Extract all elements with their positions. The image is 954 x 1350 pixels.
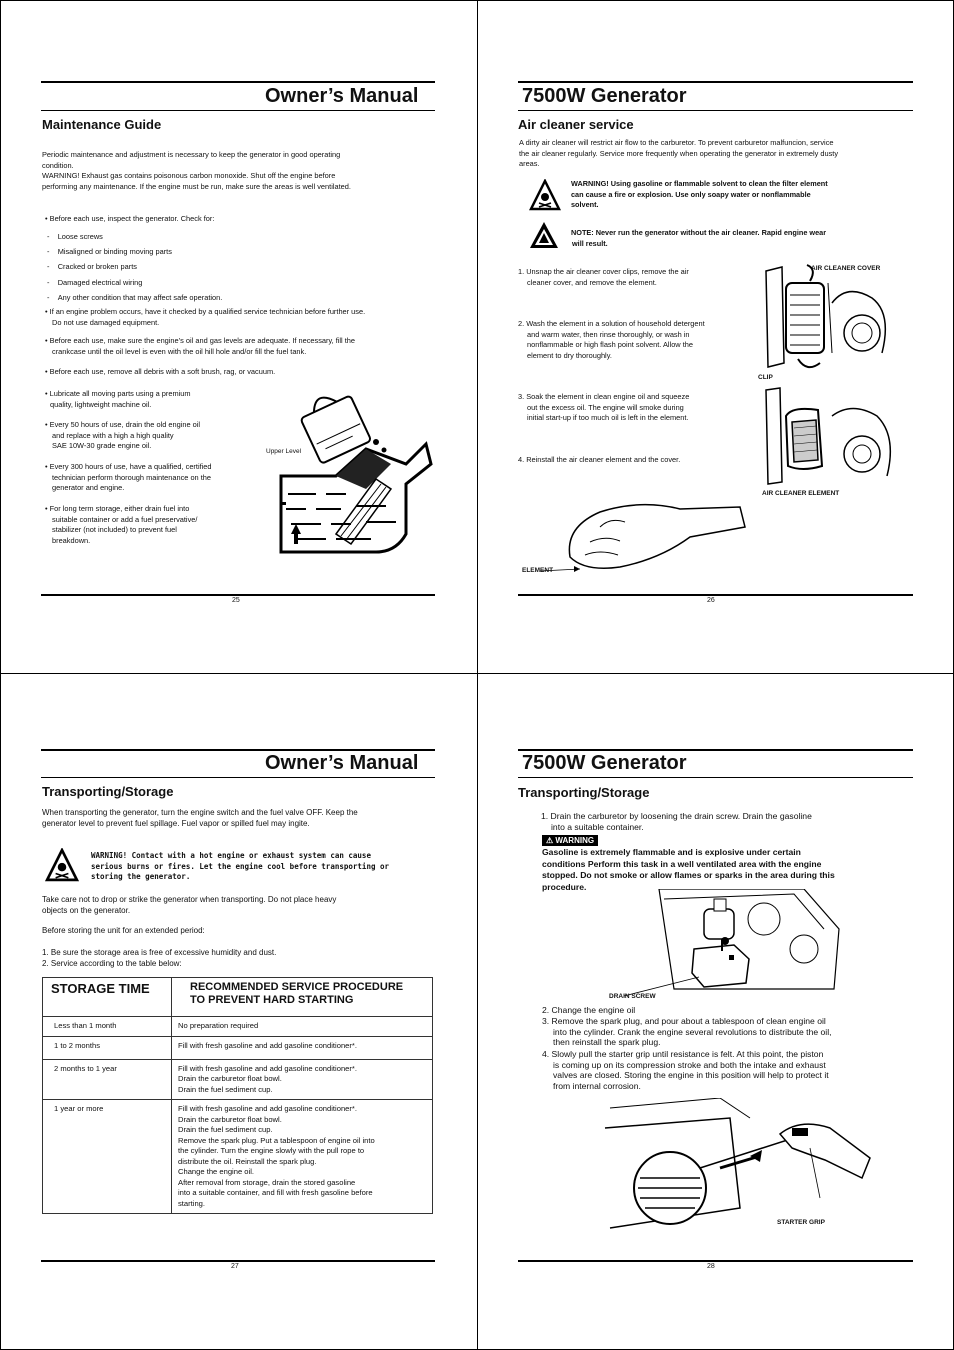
page-header-title: Owner’s Manual — [265, 85, 419, 107]
bullet-oil: • Before each use, make sure the engine’s oil and gas levels are adequate. If necessary, fill the crankcase until the oil level is even with the oil hill hole and/or fill the fuel tank. — [45, 336, 356, 356]
intro-text: When transporting the generator, turn the engine switch and the fuel valve OFF. Keep the generator level to prevent fuel spillage. Fuel vapor or spilled fuel may ingite. — [42, 808, 358, 828]
air-cleaner-element-illustration — [762, 386, 902, 488]
note-text: NOTE: Never run the generator without the air cleaner. Rapid engine wear will result. — [571, 228, 827, 248]
table-header-row — [43, 978, 433, 1017]
air-cleaner-cover-illustration — [762, 263, 902, 381]
header-rule-bottom — [41, 777, 435, 778]
step-4: 4. Slowly pull the starter grip until resistance is felt. At this point, the piston is coming up on its compression stroke and both the intake and exhaust valves are closed. Storing the engine in this position will help to protect it from internal corrosion. — [542, 1049, 829, 1091]
intro-line: Periodic maintenance and adjustment is necessary to keep the generator in good operating — [42, 150, 341, 159]
list-item: - Cracked or broken parts — [47, 262, 137, 272]
section-title: Maintenance Guide — [42, 117, 162, 132]
step-3: 3. Remove the spark plug, and pour about a tablespoon of clean engine oil into the cylinder. Crank the engine several revolutions to distribute the oil, then reinstall the spark plug. — [542, 1016, 832, 1048]
page-header-title: Owner’s Manual — [265, 752, 419, 774]
caution-icon — [529, 221, 559, 249]
storage-steps: 1. Be sure the storage area is free of excessive humidity and dust. 2. Service according to the table below: — [42, 948, 277, 968]
footer-rule — [518, 594, 913, 596]
table-header-procedure: RECOMMENDED SERVICE PROCEDURE TO PREVENT HARD STARTING — [172, 978, 433, 1017]
bullet-50-hours: • Every 50 hours of use, drain the old engine oil and replace with a high a high quality SAE 10W-30 grade engine oil. — [45, 420, 201, 450]
footer-rule — [41, 594, 435, 596]
page-27 — [0, 673, 477, 1350]
bullet-debris: • Before each use, remove all debris with a soft brush, rag, or vacuum. — [45, 367, 276, 376]
table-row: 1 year or more Fill with fresh gasoline and add gasoline conditioner*. Drain the carburetor float bowl. Drain the fuel sediment cup. Remove the spark plug. Put a tablespoon of engine oil into the cylinder. Turn the engine slowly with the pull rope to distribute the oil. Reinstall the spark plug. Change the engine oil. After removal from storage, drain the stored gasoline into a suitable container, and fill with fresh gasoline before starting. — [43, 1100, 433, 1214]
page-26 — [477, 0, 954, 673]
upper-level-label: Upper Level — [266, 448, 302, 455]
before-text: Before storing the unit for an extended period: — [42, 926, 205, 935]
intro-text: A dirty air cleaner will restrict air flow to the carburetor. To prevent carburetor malfuncion, service the air cleaner regularly. Service more frequently when operating the generator in extremely dusty areas. — [519, 138, 839, 168]
section-title: Transporting/Storage — [42, 784, 174, 799]
header-rule-bottom — [518, 110, 913, 111]
section-title: Air cleaner service — [518, 117, 634, 132]
list-item: - Any other condition that may affect safe operation. — [47, 292, 223, 302]
drain-screw-illustration — [604, 889, 849, 999]
page-25 — [0, 0, 477, 673]
header-rule-bottom — [41, 110, 435, 111]
squeeze-element-illustration — [540, 497, 750, 579]
intro-line: WARNING! Exhaust gas contains poisonous carbon monoxide. Shut off the engine before — [42, 171, 336, 180]
warning-icon: ⚠ — [546, 836, 556, 845]
page-number: 26 — [707, 597, 715, 604]
page-number: 28 — [707, 1263, 715, 1270]
intro-line: condition. — [42, 160, 74, 170]
intro-line: performing any maintenance. If the engine must be run, make sure the areas is well ventilated. — [42, 181, 351, 191]
section-title: Transporting/Storage — [518, 785, 650, 800]
label-air-cleaner-element: AIR CLEANER ELEMENT — [762, 490, 840, 497]
header-rule-top — [41, 749, 435, 751]
bullet-problem: • If an engine problem occurs, have it checked by a qualified service technician before further use. Do not use damaged equipment. — [45, 307, 366, 327]
check-intro: • Before each use, inspect the generator. Check for: — [45, 214, 215, 223]
warning-text: WARNING! Using gasoline or flammable solvent to clean the filter element can cause a fire or explosion. Use only soapy water or nonflammable solvent. — [571, 179, 828, 209]
hazard-poison-icon — [529, 179, 561, 211]
page-header-title: 7500W Generator — [522, 85, 687, 107]
footer-rule — [518, 1260, 913, 1262]
step-4: 4. Reinstall the air cleaner element and the cover. — [518, 455, 681, 464]
warning-text: WARNING! Contact with a hot engine or exhaust system can cause serious burns or fires. Let the engine cool before transporting or storing the generator. — [91, 851, 390, 881]
page-number: 27 — [231, 1263, 239, 1270]
table-row: Less than 1 month No preparation required — [43, 1017, 433, 1037]
step-1: 1. Drain the carburetor by loosening the drain screw. Drain the gasoline into a suitable container. — [541, 811, 812, 832]
header-rule-top — [41, 81, 435, 83]
footer-rule — [41, 1260, 435, 1262]
table-row: 1 to 2 months Fill with fresh gasoline and add gasoline conditioner*. — [43, 1036, 433, 1059]
step-2: 2. Change the engine oil — [542, 1005, 636, 1015]
step-2: 2. Wash the element in a solution of household detergent and warm water, then rinse thoroughly, or wash in nonflammable or high flash point solvent. Allow the element to dry thoroughly. — [518, 319, 705, 360]
header-rule-top — [518, 81, 913, 83]
label-starter-grip: STARTER GRIP — [777, 1219, 825, 1226]
label-element: ELEMENT — [522, 567, 554, 574]
header-rule-top — [518, 749, 913, 751]
label-clip: CLIP — [758, 374, 773, 381]
bullet-storage: • For long term storage, either drain fuel into suitable container or add a fuel preservative/ stabilizer (not included) to prevent fuel breakdown. — [45, 504, 198, 545]
header-rule-bottom — [518, 777, 913, 778]
list-item: - Damaged electrical wiring — [47, 277, 143, 287]
table-header-storage-time: STORAGE TIME — [43, 978, 172, 1017]
step-3: 3. Soak the element in clean engine oil and squeeze out the excess oil. The engine will smoke during initial start-up if too much oil is left in the element. — [518, 392, 690, 422]
starter-grip-illustration — [600, 1098, 880, 1233]
hazard-poison-icon — [45, 848, 79, 882]
label-drain-screw: DRAIN SCREW — [609, 993, 656, 1000]
list-item: - Misaligned or binding moving parts — [47, 247, 172, 257]
step-1: 1. Unsnap the air cleaner cover clips, remove the air cleaner cover, and remove the element. — [518, 267, 689, 287]
intro-text — [42, 150, 442, 192]
page-number: 25 — [232, 597, 240, 604]
storage-table — [42, 977, 433, 1214]
care-text: Take care not to drop or strike the generator when transporting. Do not place heavy objects on the generator. — [42, 895, 337, 915]
warning-tag: ⚠ WARNING — [542, 835, 598, 846]
check-list — [47, 229, 222, 305]
table-row: 2 months to 1 year Fill with fresh gasoline and add gasoline conditioner*. Drain the carburetor float bowl. Drain the fuel sediment cup. — [43, 1059, 433, 1100]
page-28 — [477, 673, 954, 1350]
warning-text: Gasoline is extremely flammable and is explosive under certain conditions Perform this task in a well ventilated area with the engine stopped. Do not smoke or allow flames or sparks in the area during this procedure. — [542, 847, 835, 892]
list-item: - Loose screws — [47, 232, 103, 241]
page-header-title: 7500W Generator — [522, 752, 687, 774]
bullet-lube: • Lubricate all moving parts using a premium quality, lightweight machine oil. — [45, 389, 191, 409]
oil-fill-illustration — [276, 384, 436, 554]
bullet-300-hours: • Every 300 hours of use, have a qualified, certified technician perform thorough maintenance on the generator and engine. — [45, 462, 212, 492]
label-air-cleaner-cover: AIR CLEANER COVER — [811, 265, 881, 272]
